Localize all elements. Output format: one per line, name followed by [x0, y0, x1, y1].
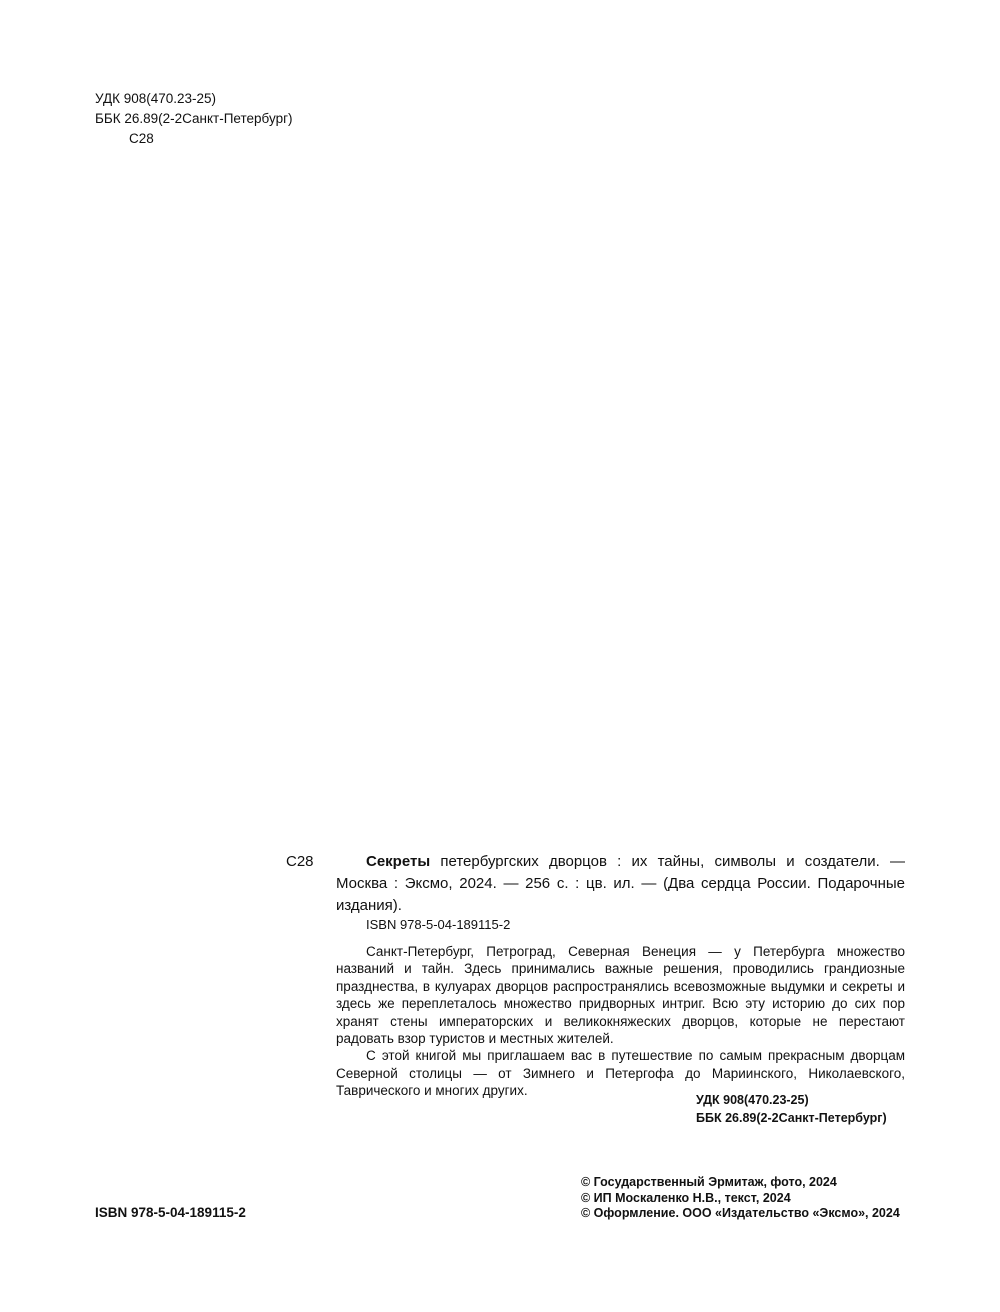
copyright-line: © Оформление. ООО «Издательство «Эксмо», 2024 — [581, 1206, 900, 1220]
book-title-bold: Секреты — [366, 853, 431, 870]
bbk-code: ББК 26.89(2-2Санкт-Петербург) — [95, 111, 293, 126]
bbk-code: ББК 26.89(2-2Санкт-Петербург) — [696, 1110, 887, 1125]
entry-isbn: ISBN 978-5-04-189115-2 — [366, 917, 511, 932]
entry-author-mark: С28 — [286, 853, 314, 870]
udk-code: УДК 908(470.23-25) — [696, 1093, 809, 1107]
copyright-line: © ИП Москаленко Н.В., текст, 2024 — [581, 1190, 791, 1205]
annotation-paragraph: С этой книгой мы приглашаем вас в путешествие по самым прекрасным дворцам Северной столицы — от Зимнего и Петергофа до Мариинского, Николаевского, Таврического и многих других. — [336, 1048, 905, 1099]
copyright-block — [581, 1175, 900, 1222]
classification-codes-bottom — [696, 1092, 887, 1127]
annotation-paragraph: Санкт-Петербург, Петроград, Северная Венеция — у Петербурга множество названий и тайн. Здесь принимались важные решения, проводились грандиозные празднества, в кулуарах дворцов распространялись всевозможные выдумки и секреты и здесь же переплеталось множество придворных интриг. Всю эту историю до сих пор хранят стены императорских и великокняжеских дворцов, которые не перестают радовать взор туристов и местных жителей. — [336, 944, 905, 1047]
annotation — [336, 943, 905, 1100]
isbn-bottom: ISBN 978-5-04-189115-2 — [95, 1205, 246, 1220]
bibliographic-entry — [336, 851, 905, 917]
classification-codes-top — [95, 89, 293, 149]
copyright-line: © Государственный Эрмитаж, фото, 2024 — [581, 1175, 837, 1189]
udk-code: УДК 908(470.23-25) — [95, 91, 217, 106]
bibliographic-description — [336, 851, 905, 917]
author-mark: С28 — [129, 131, 154, 146]
book-description: петербургских дворцов : их тайны, символы и создатели. — Москва : Эксмо, 2024. — 256 с. : цв. ил. — (Два сердца России. Подарочные издания). — [336, 853, 905, 914]
